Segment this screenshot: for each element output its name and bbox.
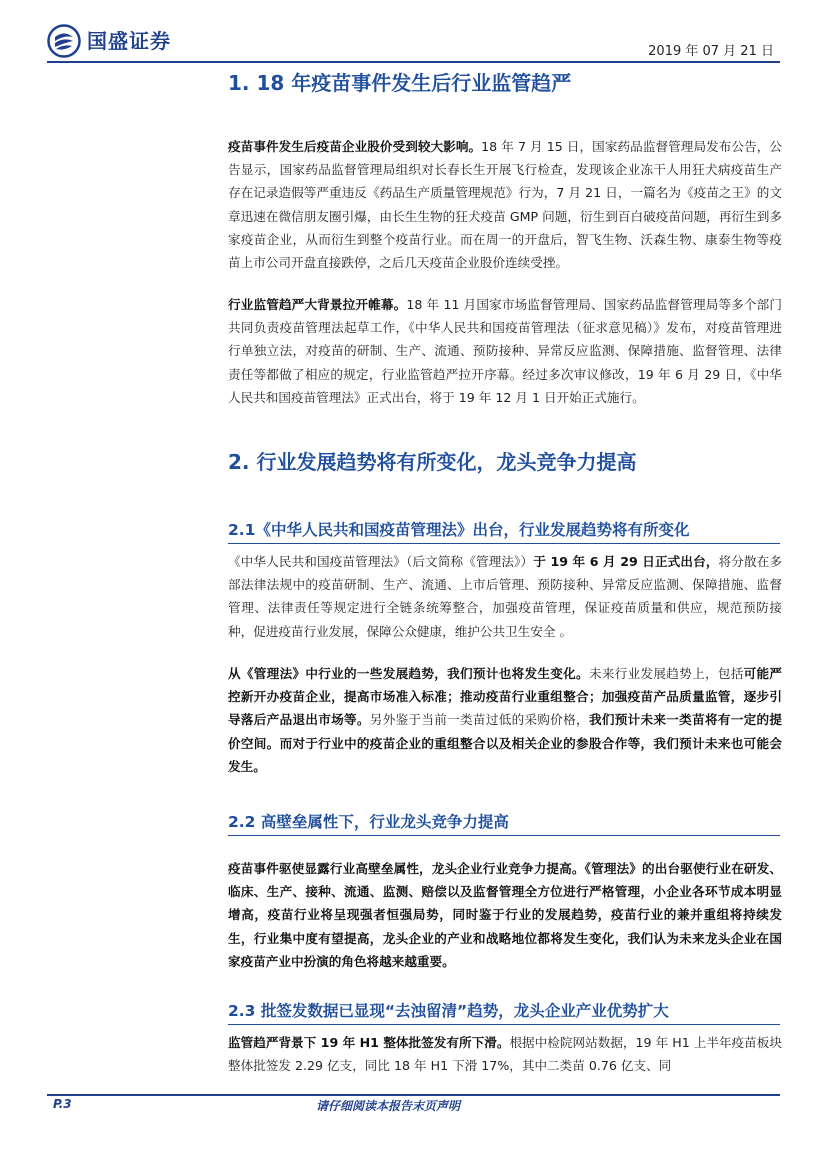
- section-2-2-heading: 2.2 高壁垒属性下，行业龙头竞争力提高: [228, 813, 509, 831]
- section-2-1-divider: [228, 543, 780, 544]
- section-2-1-paragraph-1: [228, 550, 782, 643]
- company-logo-icon: [47, 24, 81, 58]
- paragraph-pre: 《中华人民共和国疫苗管理法》（后文简称《管理法》）: [228, 554, 534, 569]
- report-date: 2019 年 07 月 21 日: [648, 44, 774, 59]
- paragraph-body: 18 年 7 月 15 日，国家药品监督管理局发布公告，公告显示，国家药品监督管理局组织对长春长生开展飞行检查，发现该企业冻干人用狂犬病疫苗生产存在记录造假等严重违反《药品生产质量管理规范》行为，7 月 21 日，一篇名为《疫苗之王》的文章迅速在微信朋友圈引爆，由长生生物的狂犬疫苗 GMP 问题，衍生到百白破疫苗问题，再衍生到多家疫苗企业，从而衍生到整个疫苗行业。而在周一的开盘后，智飞生物、沃森生物、康泰生物等疫苗上市公司开盘直接跌停，之后几天疫苗企业股价连续受挫。: [228, 139, 782, 271]
- footer-disclaimer: 请仔细阅读本报告末页声明: [316, 1099, 461, 1113]
- section-1-paragraph-1: [228, 135, 782, 274]
- paragraph-lead-3: 我们预计未来一类苗将有一定的提价空间。而对于行业中的疫苗企业的重组整合以及相关企业的参股合作等，我们预计未来也可能会发生。: [228, 712, 782, 774]
- section-2-3-paragraph-1: [228, 1031, 782, 1077]
- paragraph-lead-2: 可能严控新开办疫苗企业，提高市场准入标准；推动疫苗行业重组整合；加强疫苗产品质量监管，逐步引导落后产品退出市场等。: [228, 666, 782, 728]
- paragraph-lead: 疫苗事件发生后疫苗企业股价受到较大影响。: [228, 139, 482, 154]
- section-1-heading: 1. 18 年疫苗事件发生后行业监管趋严: [228, 71, 572, 95]
- footer-divider: [47, 1094, 780, 1096]
- page-header: [0, 0, 827, 64]
- section-2-3-divider: [228, 1024, 780, 1025]
- section-1-paragraph-2: [228, 293, 782, 409]
- paragraph-body: 将分散在多部法律法规中的疫苗研制、生产、流通、上市后管理、预防接种、异常反应监测、保障措施、监督管理、法律责任等规定进行全链条统筹整合，加强疫苗管理，保证疫苗质量和供应，规范预防接种，促进疫苗行业发展，保障公众健康，维护公共卫生安全 。: [228, 554, 782, 639]
- section-2-heading: 2. 行业发展趋势将有所变化，龙头竞争力提高: [228, 450, 637, 474]
- section-2-2-divider: [228, 835, 780, 836]
- paragraph-lead: 从《管理法》中行业的一些发展趋势，我们预计也将发生变化。: [228, 666, 589, 681]
- section-2-1-paragraph-2: [228, 662, 782, 778]
- paragraph-body: 未来行业发展趋势上，包括: [588, 666, 744, 681]
- paragraph-body: 18 年 11 月国家市场监督管理局、国家药品监督管理局等多个部门共同负责疫苗管理法起草工作，《中华人民共和国疫苗管理法（征求意见稿）》发布，对疫苗管理进行单独立法，对疫苗的研制、生产、流通、预防接种、异常反应监测、保障措施、监督管理、法律责任等都做了相应的规定，行业监管趋严拉开序幕。经过多次审议修改，19 年 6 月 29 日，《中华人民共和国疫苗管理法》正式出台，将于 19 年 12 月 1 日开始正式施行。: [228, 297, 782, 405]
- header-divider: [47, 61, 780, 63]
- paragraph-body: 根据中检院网站数据，19 年 H1 上半年疫苗板块整体批签发 2.29 亿支，同比 18 年 H1 下滑 17%，其中二类苗 0.76 亿支、同: [228, 1035, 782, 1074]
- page-number: P.3: [53, 1097, 72, 1111]
- section-2-2-paragraph-1: 疫苗事件驱使显露行业高壁垒属性，龙头企业行业竞争力提高。《管理法》的出台驱使行业在研发、临床、生产、接种、流通、监测、赔偿以及监督管理全方位进行严格管理，小企业各环节成本明显增高，疫苗行业将呈现强者恒强局势，同时鉴于行业的发展趋势，疫苗行业的兼并重组将持续发生，行业集中度有望提高，龙头企业的产业和战略地位都将发生变化，我们认为未来龙头企业在国家疫苗产业中扮演的角色将越来越重要。: [228, 861, 782, 969]
- company-logo: [47, 24, 171, 58]
- section-2-3-heading: 2.3 批签发数据已显现“去浊留清”趋势，龙头企业产业优势扩大: [228, 1002, 669, 1020]
- company-name: 国盛证券: [87, 29, 171, 53]
- paragraph-lead: 行业监管趋严大背景拉开帷幕。: [228, 297, 407, 312]
- paragraph-body-2: 另外鉴于当前一类苗过低的采购价格，: [369, 712, 589, 728]
- paragraph-lead: 监管趋严背景下 19 年 H1 整体批签发有所下滑。: [228, 1035, 510, 1050]
- paragraph-lead: 于 19 年 6 月 29 日正式出台，: [533, 554, 719, 569]
- section-2-1-heading: 2.1《中华人民共和国疫苗管理法》出台，行业发展趋势将有所变化: [228, 521, 690, 539]
